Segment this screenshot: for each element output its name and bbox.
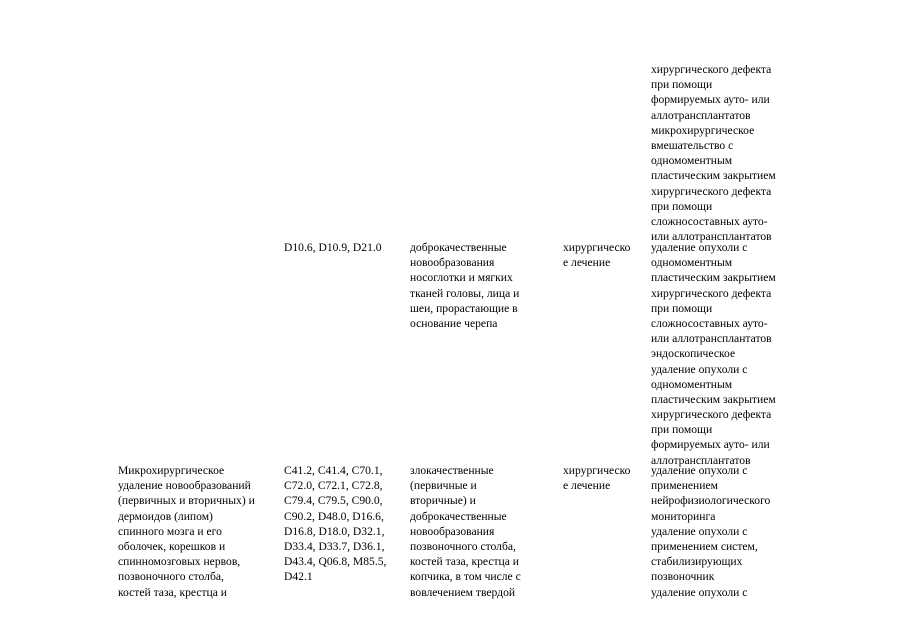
text-line: носоглотки и мягких xyxy=(410,271,513,285)
text-line: D43.4, Q06.8, M85.5, xyxy=(284,555,387,569)
treatment-type-cell-row1 xyxy=(563,240,630,270)
text-line: одномоментным xyxy=(651,377,733,391)
text-line: микрохирургическое xyxy=(651,123,755,137)
text-line: удаление опухоли с xyxy=(651,524,748,538)
text-line: D16.8, D18.0, D32.1, xyxy=(284,524,385,538)
text-line: (первичные и xyxy=(410,479,477,493)
treatment-method-cell-row2 xyxy=(651,463,770,600)
text-line: новообразования xyxy=(410,256,495,270)
text-line: костей таза, крестца и xyxy=(410,555,519,569)
text-line: злокачественные xyxy=(410,464,494,477)
text-line: удаление новообразований xyxy=(118,479,251,493)
text-line: удаление опухоли с xyxy=(651,241,748,254)
text-line: пластическим закрытием xyxy=(651,169,776,183)
method-cell-continuation xyxy=(651,62,776,244)
text-line: применением xyxy=(651,479,718,493)
text-line: C79.4, C79.5, C90.0, xyxy=(284,494,383,508)
text-line: хирургическо xyxy=(563,464,631,477)
text-line: хирургическо xyxy=(563,241,631,254)
text-line: костей таза, крестца и xyxy=(118,585,227,599)
text-line: аллотрансплантатов xyxy=(651,453,751,467)
text-line: пластическим закрытием xyxy=(651,271,776,285)
text-line: вмешательство с xyxy=(651,138,734,152)
text-line: пластическим закрытием xyxy=(651,392,776,406)
text-line: тканей головы, лица и xyxy=(410,286,520,300)
text-line: при помощи xyxy=(651,78,713,92)
text-line: D10.6, D10.9, D21.0 xyxy=(284,241,382,254)
text-line: при помощи xyxy=(651,423,713,437)
text-line: хирургического дефекта xyxy=(651,63,772,76)
treatment-method-cell-row1 xyxy=(651,240,776,468)
text-line: или аллотрансплантатов xyxy=(651,230,772,244)
text-line: основание черепа xyxy=(410,316,498,330)
text-line: доброкачественные xyxy=(410,241,507,254)
text-line: применением систем, xyxy=(651,539,758,553)
text-line: D42.1 xyxy=(284,570,313,584)
text-line: вовлечением твердой xyxy=(410,585,516,599)
text-line: хирургического дефекта xyxy=(651,286,772,300)
text-line: удаление опухоли с xyxy=(651,464,748,477)
text-line: C41.2, C41.4, C70.1, xyxy=(284,464,383,477)
text-line: доброкачественные xyxy=(410,509,507,523)
disease-cell-row2 xyxy=(410,463,521,600)
treatment-type-cell-row2 xyxy=(563,463,630,493)
disease-cell-row1 xyxy=(410,240,519,331)
text-line: сложносоставных ауто- xyxy=(651,214,768,228)
text-line: или аллотрансплантатов xyxy=(651,332,772,346)
text-line: Микрохирургическое xyxy=(118,464,225,477)
text-line: сложносоставных ауто- xyxy=(651,316,768,330)
text-line: удаление опухоли с xyxy=(651,362,748,376)
text-line: стабилизирующих xyxy=(651,555,743,569)
icd-codes-cell-row2 xyxy=(284,463,386,585)
text-line: шеи, прорастающие в xyxy=(410,301,518,315)
text-line: аллотрансплантатов xyxy=(651,108,751,122)
text-line: хирургического дефекта xyxy=(651,184,772,198)
text-line: формируемых ауто- или xyxy=(651,438,770,452)
text-line: позвоночного столба, xyxy=(410,539,516,553)
text-line: оболочек, корешков и xyxy=(118,539,226,553)
text-line: при помощи xyxy=(651,199,713,213)
text-line: C90.2, D48.0, D16.6, xyxy=(284,509,384,523)
text-line: нейрофизиологического xyxy=(651,494,771,508)
text-line: вторичные) и xyxy=(410,494,476,508)
text-line: одномоментным xyxy=(651,256,733,270)
care-type-name-cell-row2 xyxy=(118,463,255,600)
text-line: мониторинга xyxy=(651,509,716,523)
text-line: спинного мозга и его xyxy=(118,524,222,538)
text-line: копчика, в том числе с xyxy=(410,570,521,584)
text-line: позвоночного столба, xyxy=(118,570,224,584)
text-line: е лечение xyxy=(563,479,611,493)
text-line: позвоночник xyxy=(651,570,715,584)
text-line: формируемых ауто- или xyxy=(651,93,770,107)
text-line: одномоментным xyxy=(651,154,733,168)
text-line: C72.0, C72.1, C72.8, xyxy=(284,479,383,493)
text-line: спинномозговых нервов, xyxy=(118,555,241,569)
text-line: удаление опухоли с xyxy=(651,585,748,599)
text-line: при помощи xyxy=(651,301,713,315)
text-line: новообразования xyxy=(410,524,495,538)
text-line: хирургического дефекта xyxy=(651,408,772,422)
text-line: D33.4, D33.7, D36.1, xyxy=(284,539,385,553)
text-line: (первичных и вторичных) и xyxy=(118,494,255,508)
icd-codes-cell-row1 xyxy=(284,240,382,255)
text-line: е лечение xyxy=(563,256,611,270)
text-line: дермоидов (липом) xyxy=(118,509,213,523)
text-line: эндоскопическое xyxy=(651,347,736,361)
